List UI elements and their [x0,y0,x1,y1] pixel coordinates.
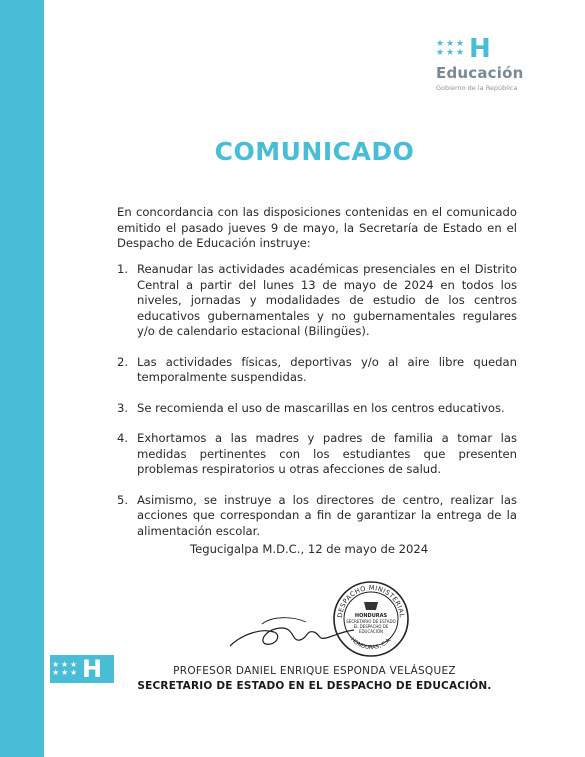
list-item [117,401,517,417]
item-number: 1. [117,262,129,276]
item-number: 3. [117,400,129,415]
header-logo [436,36,546,92]
list-item [117,262,517,340]
official-seal [332,580,410,658]
item-text: Exhortamos a las madres y padres de familia a tomar las medidas pertinentes con los estudiantes que presenten problemas respiratorios u otras afecciones de salud. [137,431,517,476]
item-number: 4. [117,431,129,445]
item-text: Las actividades físicas, deportivas y/o al aire libre quedan temporalmente suspendidas. [137,354,517,384]
list-item [117,355,517,386]
list-item [117,493,517,540]
left-accent-bar [0,0,44,757]
stars-icon: ★ ★ ★ ★ ★ ★ [52,660,78,677]
item-number: 2. [117,354,129,369]
seal-line: EL DESPACHO DE [353,624,389,629]
logo-letter: H [469,34,491,64]
signer-name: PROFESOR DANIEL ENRIQUE ESPONDA VELÁSQUEZ [173,665,456,677]
coat-of-arms-icon [364,602,378,610]
seal-line: SECRETARIO DE ESTADO [346,619,396,624]
logo-letter: H [82,655,103,683]
instruction-list [117,262,517,554]
seal-bottom-text: HONDURAS, C.A. [349,636,393,652]
svg-text:HONDURAS, C.A. [349,637,393,651]
logo-brand: Educación [436,64,524,82]
item-number: 5. [117,492,129,507]
logo-subtitle: Gobierno de la República [436,84,518,92]
intro-paragraph: En concordancia con las disposiciones contenidas en el comunicado emitido el pasado jueves 9 de mayo, la Secretaría de Estado en el Despacho de Educación instruye: [117,205,517,250]
list-item [117,431,517,478]
signer-role: SECRETARIO DE ESTADO EN EL DESPACHO DE EDUCACIÓN. [137,680,492,692]
seal-outer-text: DESPACHO MINISTERIAL [335,583,407,619]
item-text: Reanudar las actividades académicas presenciales en el Distrito Central a partir del lunes 13 de mayo de 2024 en todos los niveles, jornadas y modalidades de estudio de los centros educativos gubernamentales y no gubernamentales regulares y/o de calendario estacional (Bilingües). [137,262,517,338]
seal-line: HONDURAS [354,613,388,619]
place-date: Tegucigalpa M.D.C., 12 de mayo de 2024 [190,542,429,556]
item-text: Se recomienda el uso de mascarillas en los centros educativos. [137,400,505,415]
document-title: COMUNICADO [214,137,415,166]
stars-icon: ★ ★ ★ ★ ★ ★ [436,39,465,58]
item-text: Asimismo, se instruye a los directores de centro, realizar las acciones que correspondan a fin de garantizar la entrega de la alimentación escolar. [137,492,517,538]
seal-line: EDUCACIÓN [358,629,384,634]
